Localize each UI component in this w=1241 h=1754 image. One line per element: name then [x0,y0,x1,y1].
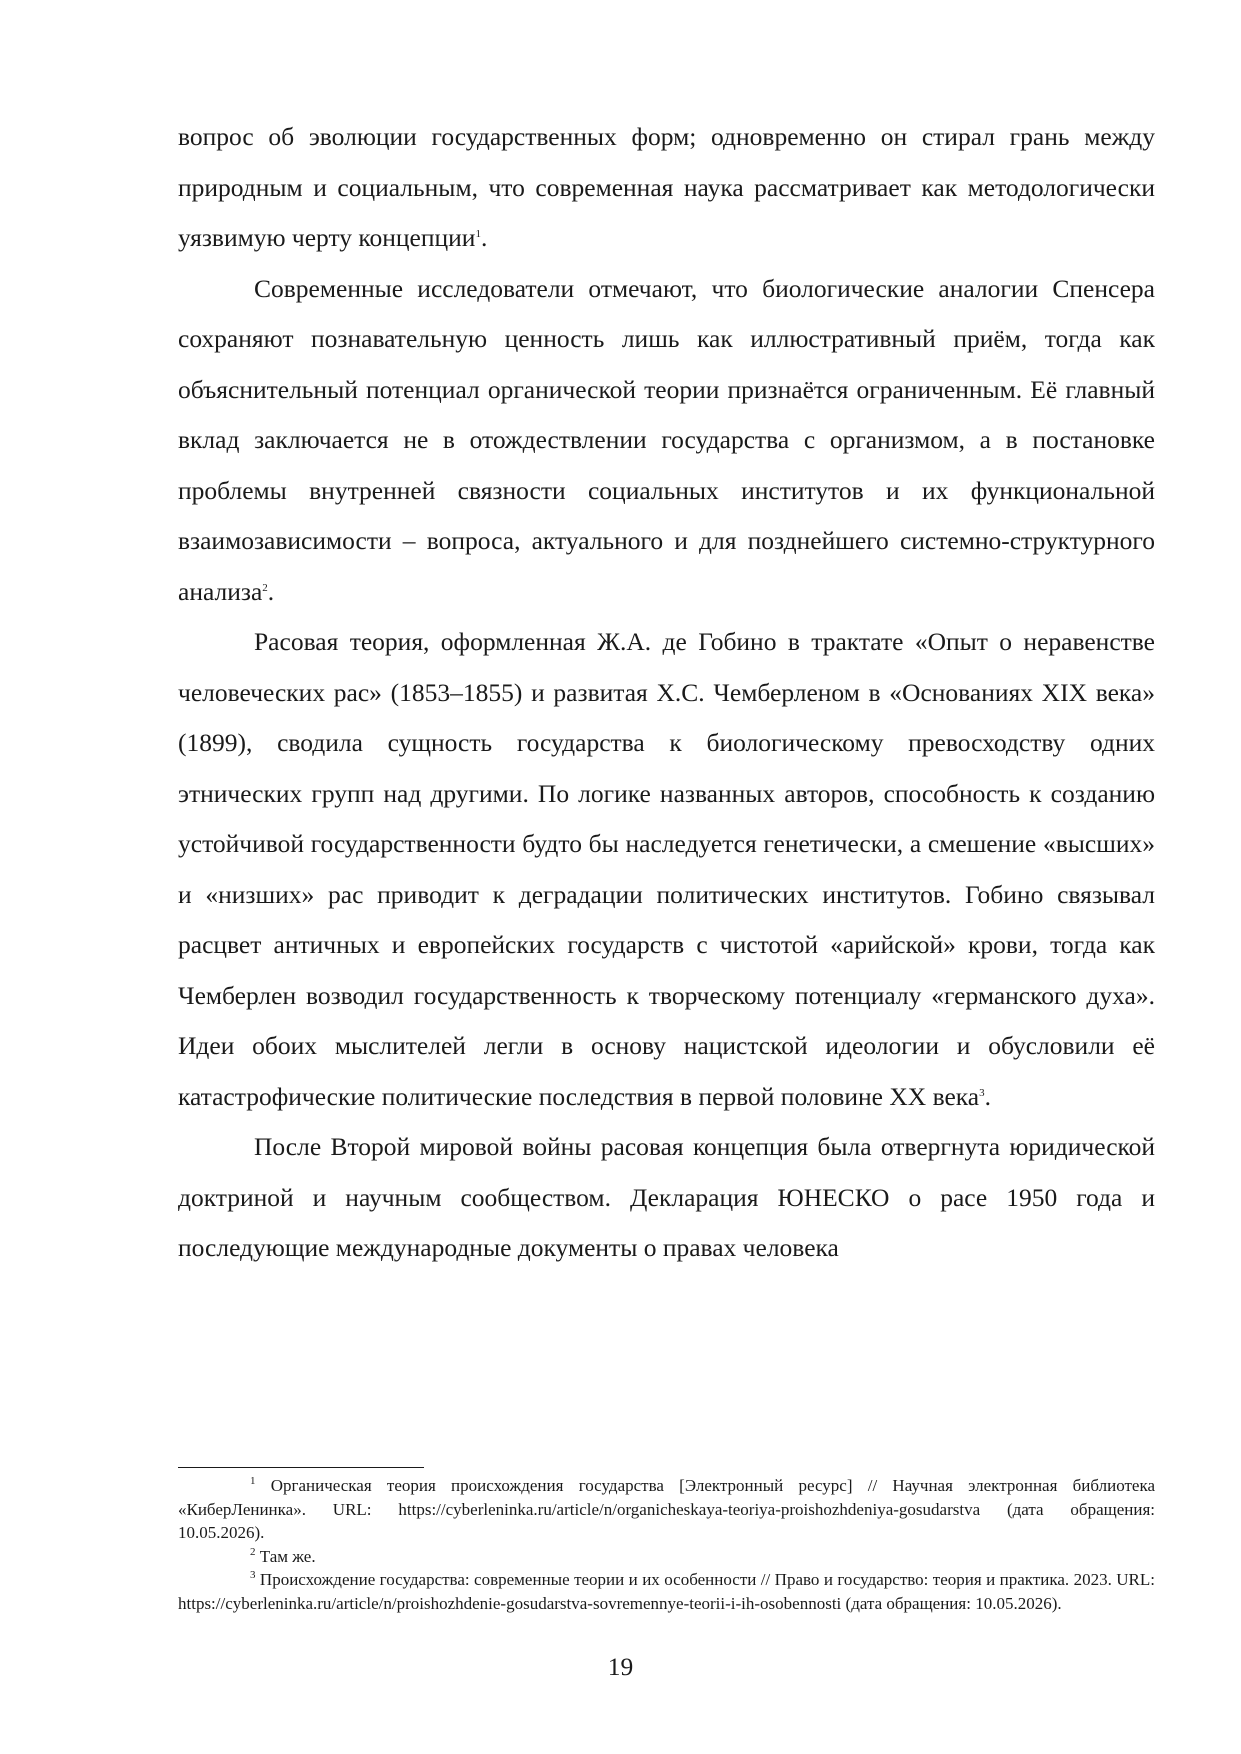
footnote-1 [178,1474,1155,1545]
paragraph-tail: . [480,223,488,252]
footnotes [178,1474,1155,1615]
page-body [178,112,1155,1274]
body-paragraph-1 [178,112,1155,264]
footnote-number: 2 [250,1545,256,1558]
footnote-reference-1[interactable]: 1 [475,228,481,240]
footnote-number: 3 [250,1569,256,1581]
footnote-number: 1 [250,1475,256,1487]
paragraph-text: После Второй мировой войны расовая концепция была отвергнута юридической доктриной и научным сообществом. Декларация ЮНЕСКО о расе 1950 года и последующие международные документы о правах человека [178,1132,1155,1262]
footnote-text: Происхождение государства: современные теории и их особенности // Право и государство: теория и практика. 2023. URL: https://cyberleninka.ru/article/n/proishozhdenie-gosudarstva-sovremennye-teorii-i-ih-osobennosti (дата обращения: 10.05.2026). [178,1570,1155,1613]
footnote-reference-2[interactable]: 2 [262,581,268,594]
paragraph-text: вопрос об эволюции государственных форм; одновременно он стирал грань между природным и социальным, что современная наука рассматривает как методологически уязвимую черту концепции [178,122,1155,252]
body-paragraph-2 [178,264,1155,618]
footnote-text: Там же. [255,1546,316,1566]
footnote-3 [178,1568,1155,1615]
footnote-separator [178,1467,424,1468]
paragraph-text: Современные исследователи отмечают, что биологические аналогии Спенсера сохраняют познавательную ценность лишь как иллюстративный приём, тогда как объяснительный потенциал органической теории признаётся ограниченным. Её главный вклад заключается не в отождествлении государства с организмом, а в постановке проблемы внутренней связности социальных институтов и их функциональной взаимозависимости – вопроса, актуального и для позднейшего системно-структурного анализа [178,273,1155,606]
paragraph-text: Расовая теория, оформленная Ж.А. де Гобино в трактате «Опыт о неравенстве человеческих рас» (1853–1855) и развитая Х.С. Чемберленом в «Основаниях XIX века» (1899), сводила сущность государства к биологическому превосходству одних этнических групп над другими. По логике названных авторов, способность к созданию устойчивой государственности будто бы наследуется генетически, а смешение «высших» и «низших» рас приводит к деградации политических институтов. Гобино связывал расцвет античных и европейских государств с чистотой «арийской» крови, тогда как Чемберлен возводил государственность к творческому потенциалу «германского духа». Идеи обоих мыслителей легли в основу нацистской идеологии и обусловили её катастрофические политические последствия в первой половине XX века [178,627,1155,1111]
footnote-text: Органическая теория происхождения государства [Электронный ресурс] // Научная электронная библиотека «КиберЛенинка». URL: https://cyberleninka.ru/article/n/organicheskaya-teoriya-proishozhdeniya-gosudarstva (дата обращения: 10.05.2026). [178,1476,1155,1542]
paragraph-tail: . [267,576,275,606]
body-paragraph-3 [178,617,1155,1122]
page-number: 19 [607,1652,634,1681]
footnote-2 [178,1545,1155,1569]
footnote-reference-3[interactable]: 3 [979,1086,985,1099]
paragraph-tail: . [984,1081,991,1111]
body-paragraph-4 [178,1122,1155,1274]
